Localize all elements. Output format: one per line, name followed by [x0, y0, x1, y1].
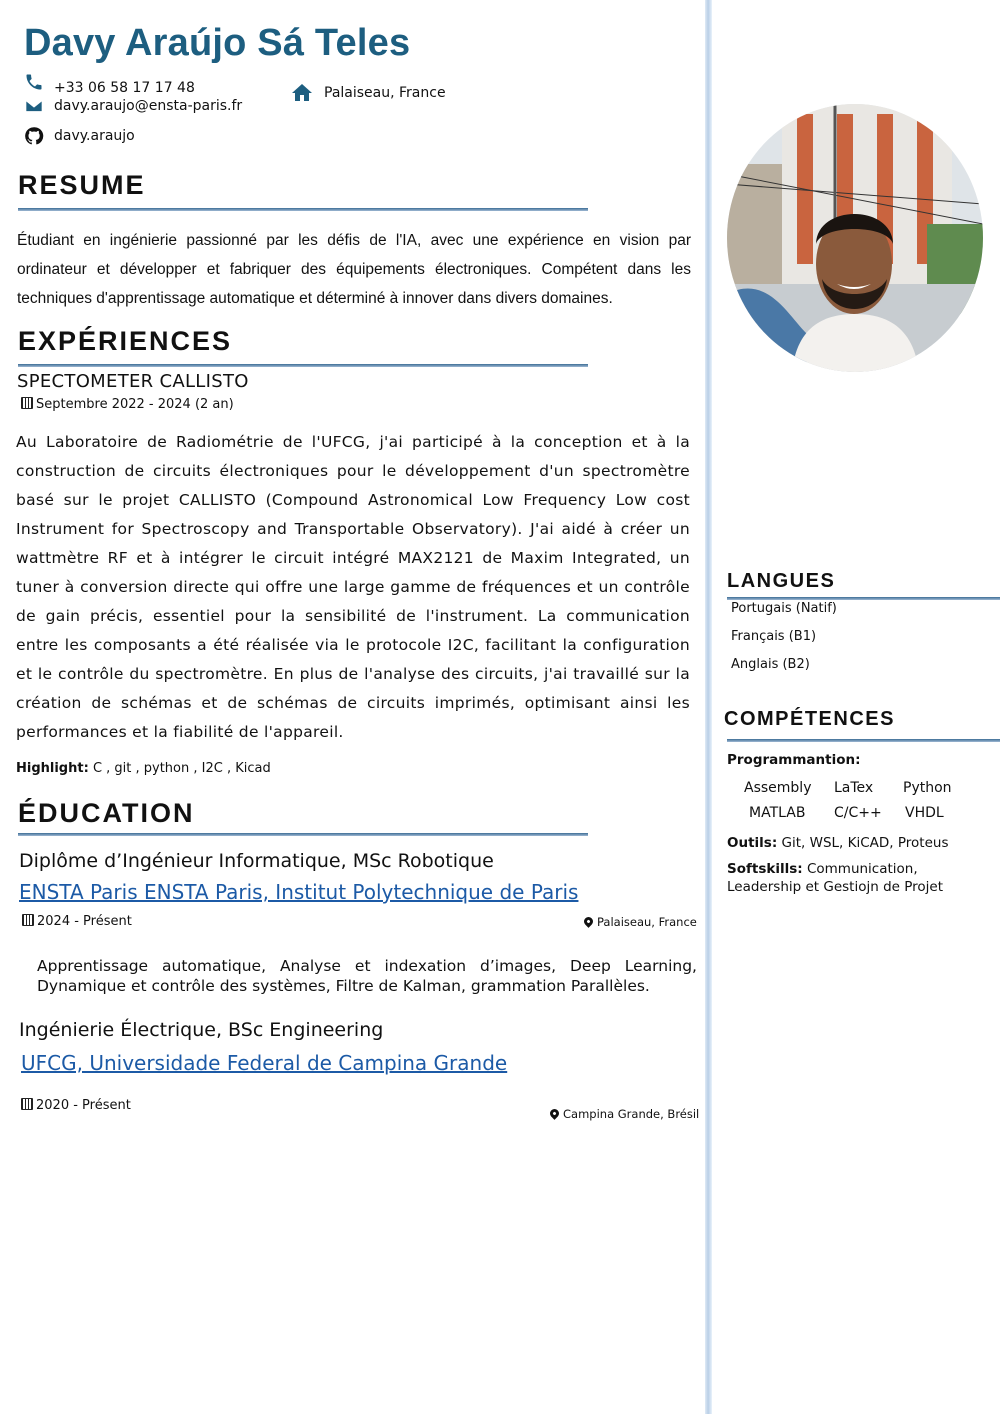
location-text: Palaiseau, France [324, 85, 446, 101]
competences-heading: COMPÉTENCES [724, 708, 895, 730]
resume-text: Étudiant en ingénierie passionné par les défis de l'IA, avec une expérience en vision par ordinateur et développer et fabriquer des équipements électroniques. Compétent dans les techniques d'apprentissage automatique et déterminé à innover dans divers domaines. [17, 232, 691, 307]
langue-item: Français (B1) [731, 629, 817, 644]
tools-text: Git, WSL, KiCAD, Proteus [781, 835, 949, 851]
calendar-icon [21, 397, 33, 409]
experiences-rule [18, 364, 588, 367]
skill-item: LaTex [834, 780, 874, 796]
education-rule [18, 833, 588, 836]
tools-line [727, 835, 992, 851]
skill-item: MATLAB [749, 805, 806, 821]
email-contact[interactable] [24, 96, 242, 116]
experiences-heading: EXPÉRIENCES [18, 326, 233, 356]
langue-item: Anglais (B2) [731, 657, 810, 672]
education-dates-1 [22, 914, 132, 929]
resume-rule [18, 208, 588, 211]
calendar-icon [21, 1098, 33, 1110]
education-courses-1: Apprentissage automatique, Analyse et indexation d’images, Deep Learning, Dynamique et contrôle des systèmes, Filtre de Kalman, grammation Parallèles. [37, 957, 697, 995]
education-school-1-link[interactable]: ENSTA Paris ENSTA Paris, Institut Polytechnique de Paris [19, 880, 579, 904]
education-degree-2: Ingénierie Électrique, BSc Engineering [19, 1019, 384, 1041]
langues-heading: LANGUES [727, 570, 836, 592]
langue-item: Portugais (Natif) [731, 601, 837, 616]
education-dates-1-text: 2024 - Présent [37, 914, 132, 929]
phone-contact [24, 72, 195, 96]
education-heading: ÉDUCATION [18, 798, 195, 828]
education-degree-1: Diplôme d’Ingénieur Informatique, MSc Robotique [19, 850, 494, 872]
education-school-2-link[interactable]: UFCG, Universidade Federal de Campina Grande [21, 1051, 508, 1075]
candidate-name: Davy Araújo Sá Teles [24, 22, 411, 64]
competences-rule [727, 739, 1000, 742]
experience-dates [21, 397, 234, 412]
experience-role: SPECTOMETER CALLISTO [17, 371, 249, 392]
skill-item: C/C++ [834, 805, 882, 821]
location-contact [290, 81, 446, 105]
langues-rule [727, 597, 1000, 600]
profile-photo-image [727, 104, 983, 372]
calendar-icon [22, 914, 34, 926]
github-icon [24, 126, 44, 146]
experience-description: Au Laboratoire de Radiométrie de l'UFCG, j'ai participé à la conception et à la construction de circuits électroniques pour le développement d'un spectromètre basé sur le projet CALLISTO (Compound Astronomical Low Frequency Low cost Instrument for Spectroscopy and Transportable Observatory). J'ai aidé à créer un wattmètre RF et à intégrer le circuit intégré MAX2121 de Maxim Integrated, un tuner à conversion directe qui offre une large gamme de fréquences et un contrôle de gain précis, essentiel pour la sensibilité de l'instrument. La communication entre les composants a été réalisée via le protocole I2C, facilitant la configuration et le contrôle du spectromètre. En plus de l'analyse des circuits, j'ai travaillé sur la création de schémas et de schémas de circuits imprimés, optimisant ainsi les performances et la fiabilité de l'appareil. [16, 433, 690, 741]
education-dates-2 [21, 1098, 131, 1113]
map-pin-icon [548, 1107, 561, 1120]
softskills-text: Communication, Leadership et Gestiojn de Projet [727, 861, 944, 895]
email-address[interactable]: davy.araujo@ensta-paris.fr [54, 98, 243, 114]
skill-item: VHDL [905, 805, 944, 821]
education-location-1 [584, 915, 697, 929]
softskills-label: Softskills: [727, 861, 803, 877]
experience-highlights [16, 761, 271, 776]
skill-item: Python [903, 780, 952, 796]
phone-icon [24, 72, 44, 92]
resume-heading: RESUME [18, 170, 146, 200]
mail-icon [24, 96, 44, 116]
experience-dates-text: Septembre 2022 - 2024 (2 an) [36, 397, 234, 412]
highlights-text: C , git , python , I2C , Kicad [92, 761, 271, 776]
softskills-line [727, 860, 989, 896]
highlights-label: Highlight: [16, 761, 89, 776]
skill-item: Assembly [744, 780, 812, 796]
education-location-1-text: Palaiseau, France [597, 915, 697, 929]
profile-photo [727, 104, 983, 372]
column-divider [705, 0, 712, 1414]
github-username[interactable]: davy.araujo [54, 128, 135, 144]
phone-number: +33 06 58 17 17 48 [54, 80, 195, 96]
github-contact[interactable] [24, 126, 135, 146]
map-pin-icon [582, 915, 595, 928]
programming-label: Programmantion: [727, 752, 861, 768]
tools-label: Outils: [727, 835, 778, 851]
home-icon [290, 81, 314, 105]
education-location-2-text: Campina Grande, Brésil [563, 1107, 700, 1121]
education-dates-2-text: 2020 - Présent [36, 1098, 131, 1113]
education-location-2 [550, 1107, 699, 1121]
